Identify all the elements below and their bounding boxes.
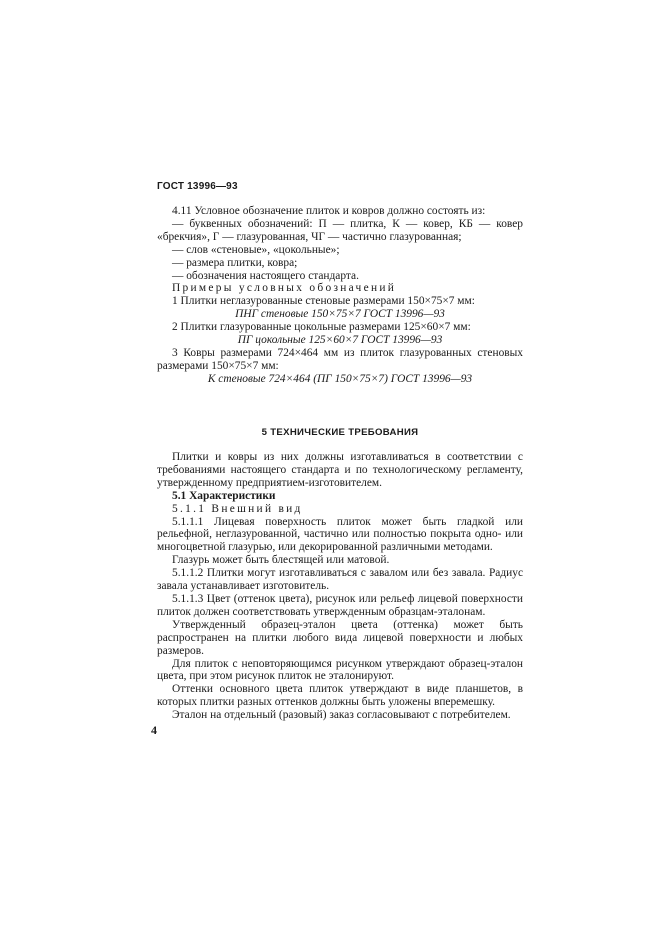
page-number: 4: [151, 723, 157, 737]
list-item-size: — размера плитки, ковра;: [172, 256, 298, 269]
subheading-5-1-1: 5.1.1 Внешний вид: [172, 502, 303, 515]
paragraph-glaze: Глазурь может быть блестящей или матовой.: [172, 554, 390, 567]
examples-heading: Примеры условных обозначений: [172, 282, 397, 295]
section-5-block: [157, 451, 523, 722]
document-code-header: ГОСТ 13996—93: [157, 181, 238, 192]
list-item-standard: — обозначения настоящего стандарта.: [172, 269, 359, 282]
example-1-designation: ПНГ стеновые 150×75×7 ГОСТ 13996—93: [235, 308, 445, 321]
subheading-5-1: 5.1 Характеристики: [172, 489, 276, 502]
paragraph-5-1-1-2: 5.1.1.2 Плитки могут изготавливаться с завалом или без завала. Радиус завала устанавливает изготовитель.: [157, 567, 523, 593]
paragraph-intro: Плитки и ковры из них должны изготавливаться в соответствии с требованиями настоящего стандарта и по технологическому регламенту, утвержденному предприятием-изготовителем.: [157, 451, 523, 489]
paragraph-non-repeating: Для плиток с неповторяющимся рисунком утверждают образец-эталон цвета, при этом рисунок плиток не эталонируют.: [157, 657, 523, 683]
paragraph-5-1-1-3: 5.1.1.3 Цвет (оттенок цвета), рисунок или рельеф лицевой поверхности плиток должен соответствовать утвержденным образцам-эталонам.: [157, 592, 523, 618]
paragraph-single-order: Эталон на отдельный (разовый) заказ согласовывают с потребителем.: [172, 709, 511, 722]
paragraph-4-11: 4.11 Условное обозначение плиток и ковров должно состоять из:: [172, 205, 486, 217]
example-3-designation: К стеновые 724×464 (ПГ 150×75×7) ГОСТ 13996—93: [207, 372, 473, 385]
example-2-text: 2 Плитки глазурованные цокольные размерами 125×60×7 мм:: [172, 321, 471, 334]
paragraph-etalon: Утвержденный образец-эталон цвета (оттенка) может быть распространен на плитки любого вида лицевой поверхности и любых размеров.: [157, 618, 523, 657]
example-2-designation: ПГ цокольные 125×60×7 ГОСТ 13996—93: [237, 334, 443, 347]
list-item-letter-designations: — буквенных обозначений: П — плитка, К — ковер, КБ — ковер «брекчия», Г — глазурованная, ЧГ — частично глазурованная;: [157, 217, 523, 243]
section-4-11-block: [157, 205, 523, 386]
example-3-text: 3 Ковры размерами 724×464 мм из плиток глазурованных стеновых размерами 150×75×7 мм:: [157, 346, 523, 372]
paragraph-5-1-1-1: 5.1.1.1 Лицевая поверхность плиток может быть гладкой или рельефной, неглазурованной, частично или полностью покрыта одно- или многоцветной глазурью, или декорированной различными методами.: [157, 515, 523, 554]
list-item-words: — слов «стеновые», «цокольные»;: [172, 243, 340, 256]
example-1-text: 1 Плитки неглазурованные стеновые размерами 150×75×7 мм:: [172, 295, 475, 308]
paragraph-shades: Оттенки основного цвета плиток утверждают в виде планшетов, в которых плитки разных оттенков должны быть уложены вперемешку.: [157, 683, 523, 709]
section-5-title: 5 ТЕХНИЧЕСКИЕ ТРЕБОВАНИЯ: [261, 427, 419, 438]
